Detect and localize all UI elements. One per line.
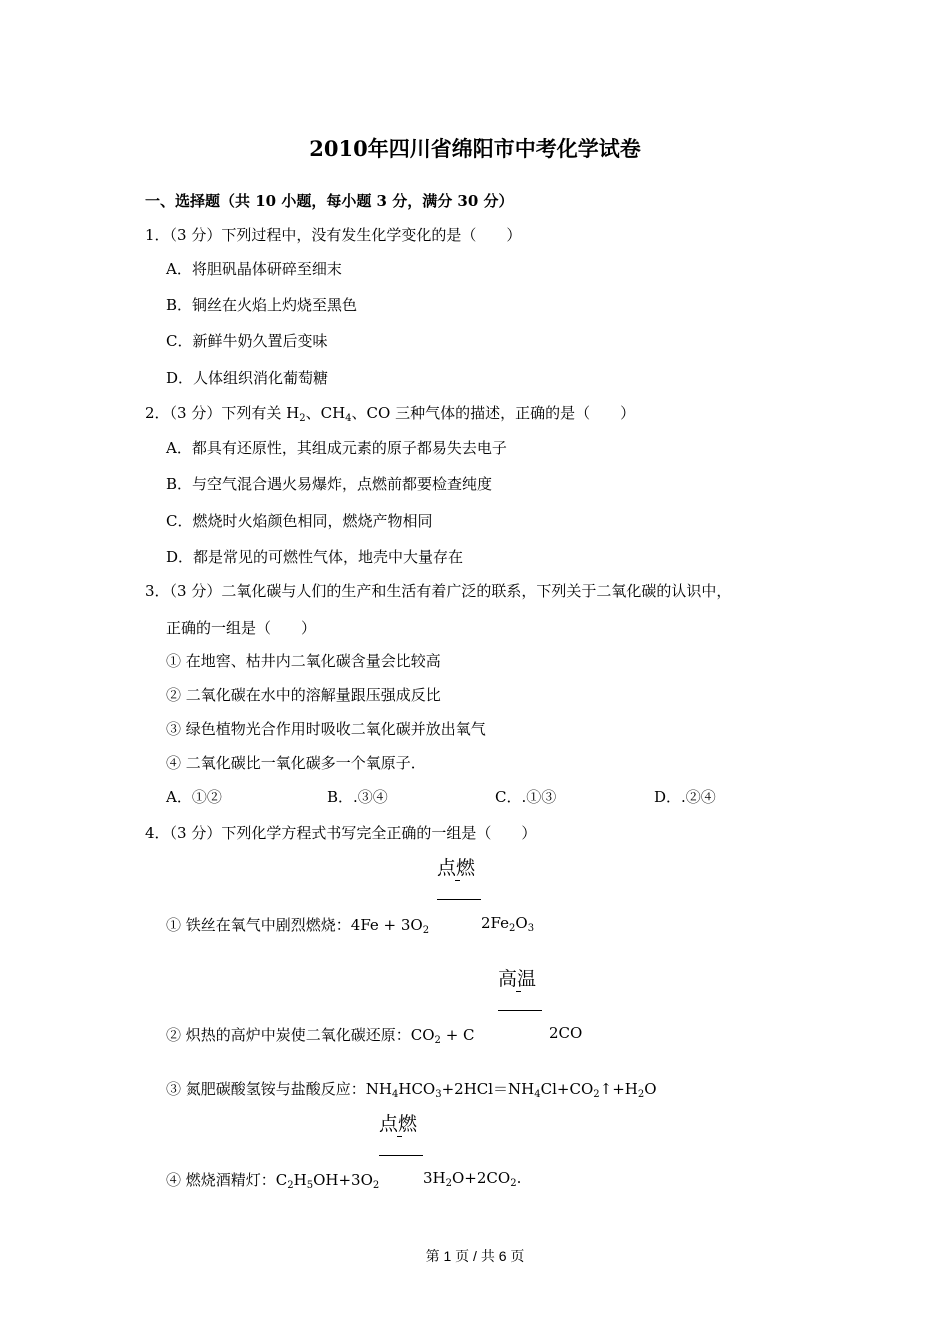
q3-statement-4: ④ 二氧化碳比一氧化碳多一个氧原子． (166, 754, 426, 772)
q3-option-d: D．.②④ (654, 788, 716, 806)
q1-option-b: B．铜丝在火焰上灼烧至黑色 (166, 296, 358, 314)
q2-option-c: C．燃烧时火焰颜色相同，燃烧产物相同 (166, 512, 433, 530)
q3-option-a: A．①② (166, 788, 222, 806)
eq2-condition-tick (516, 991, 521, 992)
eq2-rhs: 2CO (549, 1024, 583, 1042)
q3-stem-line1: 3．（3 分）二氧化碳与人们的生产和生活有着广泛的联系，下列关于二氧化碳的认识中， (145, 582, 732, 600)
eq1-condition: 点燃 (437, 857, 476, 879)
eq1-reaction-line (437, 899, 481, 900)
q2-option-d: D．都是常见的可燃性气体，地壳中大量存在 (166, 548, 464, 566)
q3-stem-line2: 正确的一组是（ ） (166, 619, 317, 637)
q3-option-b: B．.③④ (327, 788, 388, 806)
eq4-lhs: ④ 燃烧酒精灯：$C_2H_5OH+3O_2$ (166, 1171, 380, 1191)
eq2-reaction-line (498, 1010, 542, 1011)
eq4-condition: 点燃 (379, 1113, 418, 1135)
q1-option-c: C．新鲜牛奶久置后变味 (166, 332, 328, 350)
q1-option-a: A．将胆矾晶体研碎至细末 (166, 260, 342, 278)
q3-statement-3: ③ 绿色植物光合作用时吸收二氧化碳并放出氧气 (166, 720, 486, 738)
eq1-lhs: ① 铁丝在氧气中剧烈燃烧：$4Fe + 3O_2$ (166, 916, 430, 936)
q2-stem: 2．（3 分）下列有关 $H_2$、$CH_4$、CO 三种气体的描述，正确的是（ ） (145, 404, 636, 424)
eq1-condition-tick (455, 880, 460, 881)
page-title: 2010年四川省绵阳市中考化学试卷 (309, 136, 641, 161)
eq4-condition-tick (397, 1136, 402, 1137)
q3-statement-2: ② 二氧化碳在水中的溶解量跟压强成反比 (166, 686, 441, 704)
q3-statement-1: ① 在地窖、枯井内二氧化碳含量会比较高 (166, 652, 441, 670)
eq1-rhs: $2Fe_2O_3$ (481, 914, 535, 934)
eq4-rhs: $3H_2O+2CO_2$. (423, 1169, 522, 1189)
eq4-reaction-line (379, 1155, 423, 1156)
eq2-condition: 高温 (498, 968, 537, 990)
q4-stem: 4．（3 分）下列化学方程式书写完全正确的一组是（ ） (145, 824, 537, 842)
q1-option-d: D．人体组织消化葡萄糖 (166, 369, 329, 387)
section-heading: 一、选择题（共 10 小题，每小题 3 分，满分 30 分） (145, 192, 514, 210)
page-footer: 第 1 页 / 共 6 页 (425, 1248, 525, 1264)
q2-option-a: A．都具有还原性，其组成元素的原子都易失去电子 (166, 439, 507, 457)
eq3: ③ 氮肥碳酸氢铵与盐酸反应：$NH_4HCO_3+2HCl=NH_4Cl+CO_2↑+H_2O$ (166, 1080, 657, 1100)
eq2-lhs: ② 炽热的高炉中炭使二氧化碳还原：$CO_2 + C$ (166, 1026, 475, 1046)
q2-option-b: B．与空气混合遇火易爆炸，点燃前都要检查纯度 (166, 475, 493, 493)
q3-option-c: C．.①③ (495, 788, 557, 806)
q1-stem: 1．（3 分）下列过程中，没有发生化学变化的是（ ） (145, 226, 522, 244)
